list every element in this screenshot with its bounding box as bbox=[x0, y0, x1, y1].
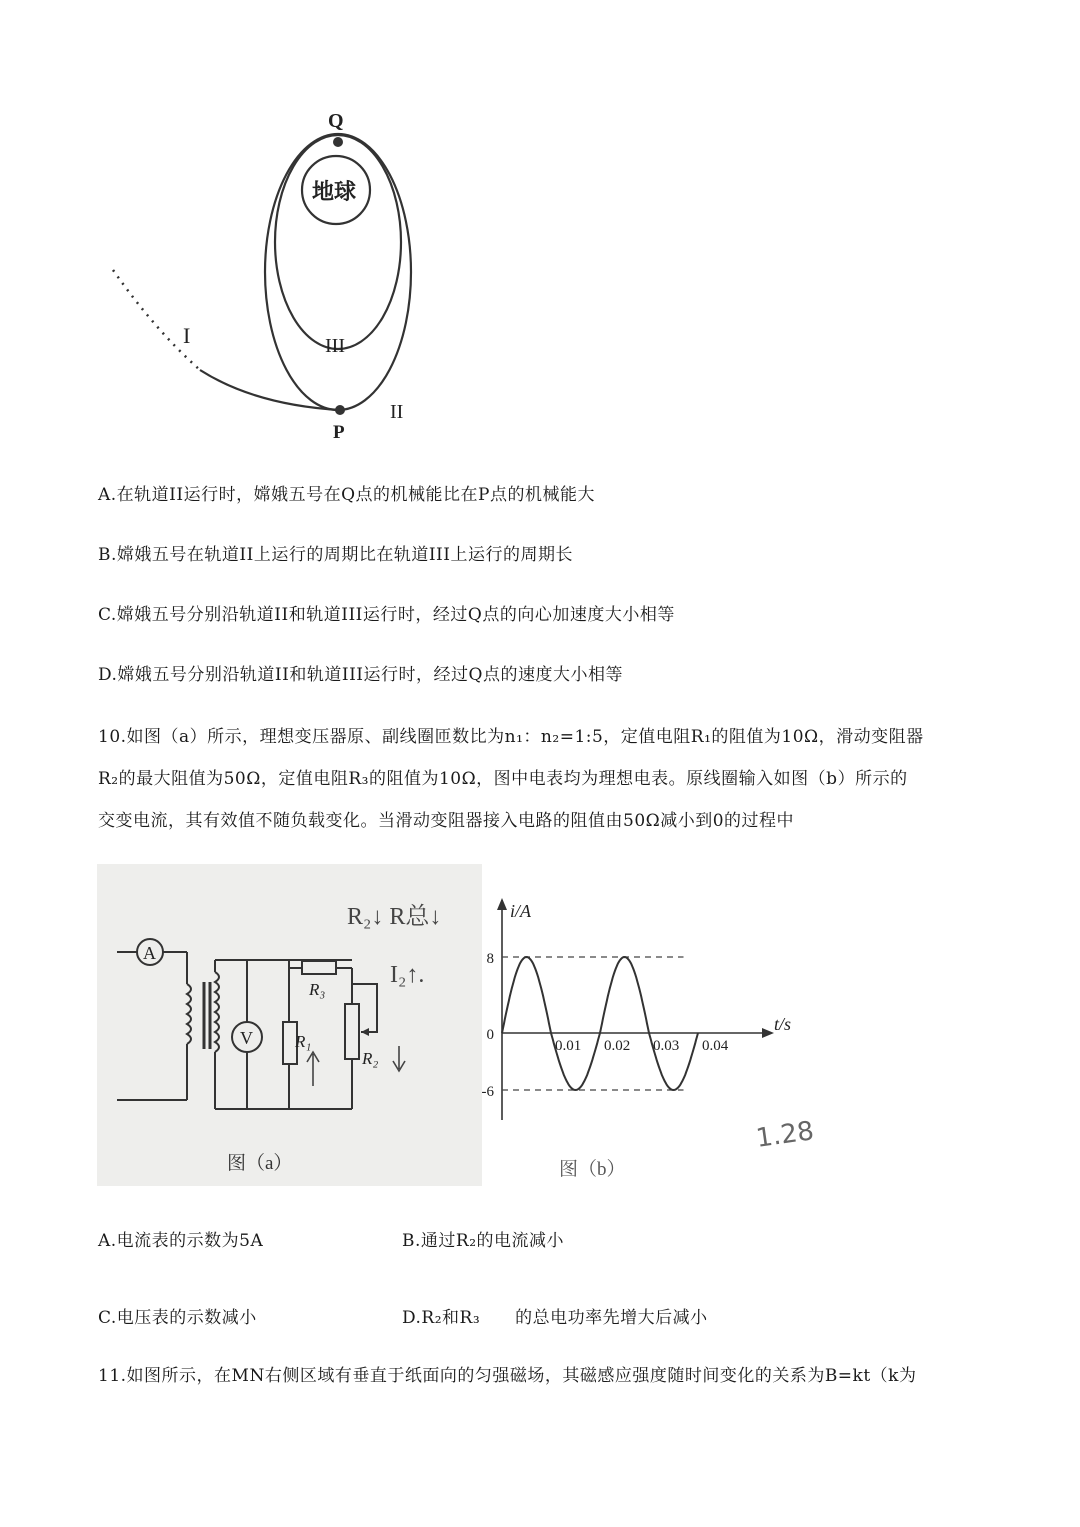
label-R1: R₁ bbox=[295, 1032, 312, 1051]
x-tick-label: 0.04 bbox=[702, 1038, 729, 1054]
label-Q: Q bbox=[328, 110, 344, 132]
label-orbit-I: I bbox=[183, 323, 191, 348]
current-series-line bbox=[502, 957, 698, 1090]
handwritten-note-3: 1.28 bbox=[754, 1116, 816, 1154]
label-orbit-II: II bbox=[390, 401, 404, 423]
q10-option-a: A.电流表的示数为5A bbox=[98, 1231, 264, 1251]
x-axis-label: t/s bbox=[774, 1014, 792, 1034]
label-R3: R₃ bbox=[309, 980, 326, 999]
y-axis-label: i/A bbox=[510, 901, 531, 921]
x-tick-label: 0.03 bbox=[653, 1038, 680, 1054]
orbit-II bbox=[265, 134, 411, 410]
y-tick-label: 0 bbox=[486, 1027, 494, 1043]
q9-option-c: C.嫦娥五号分别沿轨道II和轨道III运行时，经过Q点的向心加速度大小相等 bbox=[98, 605, 675, 625]
q11-stem-line1: 11.如图所示，在MN右侧区域有垂直于纸面向的匀强磁场，其磁感应强度随时间变化的关系为B=kt（k为 bbox=[98, 1366, 917, 1386]
q9-option-a: A.在轨道II运行时，嫦娥五号在Q点的机械能比在P点的机械能大 bbox=[98, 485, 595, 505]
label-earth: 地球 bbox=[312, 179, 357, 204]
ammeter-label: A bbox=[143, 943, 156, 963]
figure-a-caption: 图（a） bbox=[227, 1153, 293, 1174]
q10-option-c: C.电压表的示数减小 bbox=[98, 1308, 257, 1328]
label-R2: R₂ bbox=[362, 1049, 379, 1068]
point-P-dot bbox=[335, 405, 345, 415]
q10-stem-line2: R₂的最大阻值为50Ω，定值电阻R₃的阻值为10Ω，图中电表均为理想电表。原线圈输入如图（b）所示的 bbox=[98, 769, 908, 789]
handwritten-note-2: I₂↑. bbox=[390, 962, 425, 988]
q9-option-b: B.嫦娥五号在轨道II上运行的周期比在轨道III上运行的周期长 bbox=[98, 545, 573, 565]
point-Q-dot bbox=[333, 137, 343, 147]
orbit-figure bbox=[95, 100, 435, 445]
q10-stem-line1: 10.如图（a）所示，理想变压器原、副线圈匝数比为n₁：n₂=1:5，定值电阻R₁的阻值为10Ω，滑动变阻器 bbox=[98, 727, 924, 747]
y-tick-label: 8 bbox=[486, 951, 494, 967]
q10-option-d: D.R₂和R₃ 的总电功率先增大后减小 bbox=[402, 1308, 708, 1328]
y-axis-arrow bbox=[497, 898, 507, 910]
q9-option-d: D.嫦娥五号分别沿轨道II和轨道III运行时，经过Q点的速度大小相等 bbox=[98, 665, 623, 685]
x-tick-label: 0.02 bbox=[604, 1038, 631, 1054]
figure-b-caption: 图（b） bbox=[559, 1159, 626, 1180]
circuit-figure bbox=[97, 864, 482, 1186]
orbit-I-solid bbox=[200, 370, 340, 410]
x-tick-label: 0.01 bbox=[555, 1038, 582, 1054]
x-axis-arrow bbox=[762, 1028, 774, 1038]
q10-stem-line3: 交变电流，其有效值不随负载变化。当滑动变阻器接入电路的阻值由50Ω减小到0的过程中 bbox=[98, 811, 795, 831]
orbit-III bbox=[275, 135, 401, 349]
y-tick-label: -6 bbox=[482, 1084, 494, 1100]
label-P: P bbox=[333, 422, 345, 443]
handwritten-arrow-up bbox=[307, 1052, 319, 1086]
orbit-I-dotted bbox=[113, 270, 200, 370]
q10-option-b: B.通过R₂的电流减小 bbox=[402, 1231, 565, 1251]
label-orbit-III: III bbox=[325, 335, 345, 357]
slider-arrowhead bbox=[361, 1028, 369, 1036]
handwritten-arrow-down bbox=[393, 1046, 405, 1071]
voltmeter-label: V bbox=[240, 1028, 253, 1048]
handwritten-note-1: R₂↓ R总↓ bbox=[347, 904, 442, 930]
